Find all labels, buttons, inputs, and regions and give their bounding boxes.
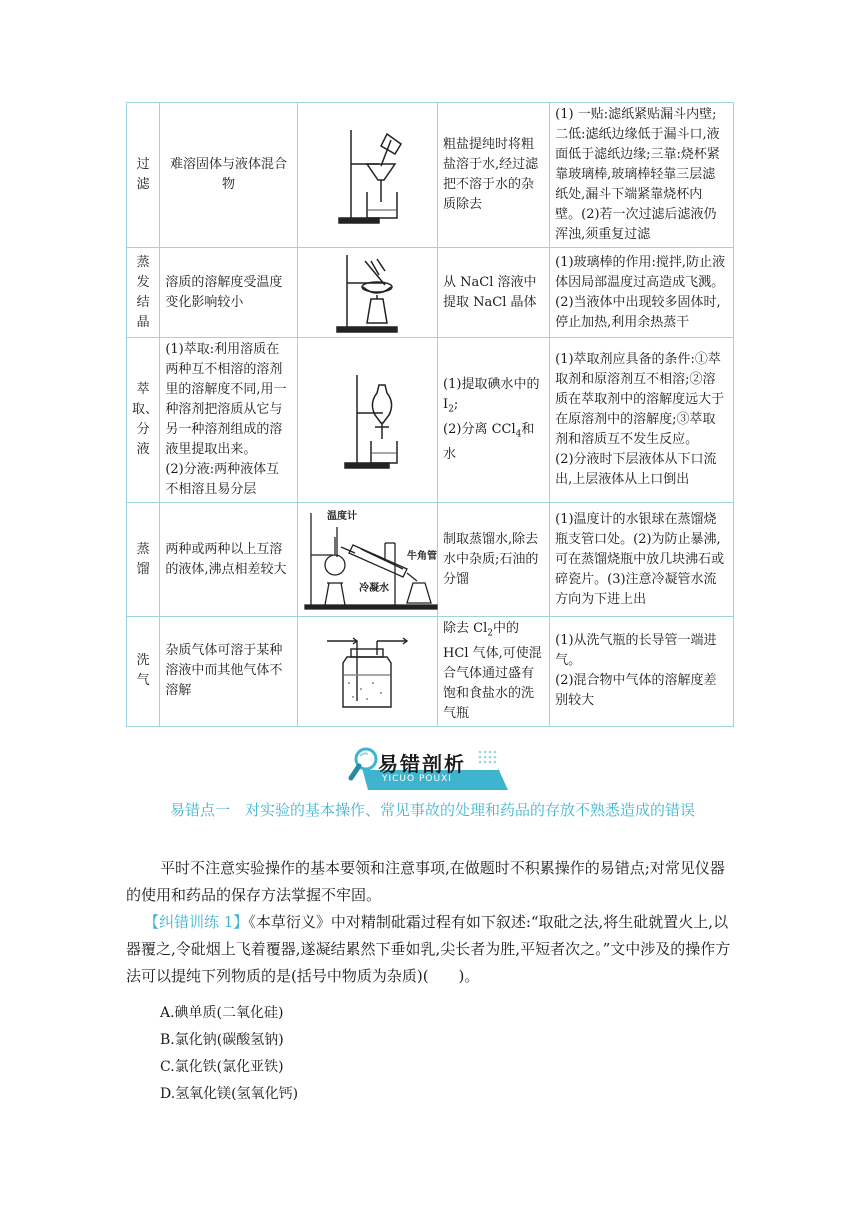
- method-name: 过滤: [127, 103, 160, 248]
- answer-option-a[interactable]: A.碘单质(二氧化硅): [160, 1005, 284, 1021]
- svg-text:冷凝水: 冷凝水: [358, 582, 389, 594]
- table-row: [127, 103, 734, 248]
- method-notes: [550, 617, 734, 727]
- method-name: 洗气: [127, 617, 160, 727]
- svg-text:温度计: 温度计: [326, 510, 357, 522]
- method-notes: [550, 338, 734, 503]
- example-line: (2)分离 CCl$_4$和水: [443, 422, 535, 462]
- section-banner: [348, 744, 516, 792]
- method-example: 制取蒸馏水,除去水中杂质;石油的分馏: [438, 503, 550, 617]
- answer-option-b[interactable]: B.氯化钠(碳酸氢钠): [160, 1032, 284, 1048]
- principle-line: (1)萃取:利用溶质在两种互不相溶的溶剂里的溶解度不同,用一种溶剂把溶质从它与另一种溶剂组成的溶液里提取出来。: [165, 342, 287, 457]
- separation-methods-table: [126, 102, 734, 727]
- distillation-apparatus-icon: [297, 503, 437, 617]
- answer-option-d[interactable]: D.氢氧化镁(氢氧化钙): [160, 1086, 299, 1102]
- method-notes: (1)温度计的水银球在蒸馏烧瓶支管口处。(2)为防止暴沸,可在蒸馏烧瓶中放几块沸石或碎瓷片。(3)注意冷凝管水流方向为下进上出: [550, 503, 734, 617]
- example-line: (1)提取碘水中的 $I_2$;: [443, 377, 540, 415]
- method-example: 粗盐提纯时将粗盐溶于水,经过滤把不溶于水的杂质除去: [438, 103, 550, 248]
- svg-text:牛角管: 牛角管: [406, 550, 437, 562]
- principle-line: (2)分液:两种液体互不相溶且易分层: [165, 462, 280, 497]
- method-notes: (1) 一贴:滤纸紧贴漏斗内壁;二低:滤纸边缘低于漏斗口,液面低于滤纸边缘;三靠:烧杯紧靠玻璃棒,玻璃棒轻靠三层滤纸处,漏斗下端紧靠烧杯内壁。(2)若一次过滤后滤液仍浑浊,须重复过滤: [550, 103, 734, 248]
- table-row: [127, 338, 734, 503]
- method-principle: 溶质的溶解度受温度变化影响较小: [160, 248, 297, 338]
- banner-title: 易错剖析: [378, 752, 466, 776]
- method-example: 除去 $Cl_2$中的 HCl 气体,可使混合气体通过盛有饱和食盐水的洗气瓶: [438, 617, 550, 727]
- method-principle: 杂质气体可溶于某种溶液中而其他气体不溶解: [160, 617, 297, 727]
- note-line: (1)玻璃棒的作用:搅拌,防止液体因局部温度过高造成飞溅。: [555, 254, 726, 290]
- method-example: 从 NaCl 溶液中提取 NaCl 晶体: [438, 248, 550, 338]
- separatory-funnel-icon: [297, 338, 437, 503]
- evaporation-apparatus-icon: [297, 248, 437, 338]
- method-name: 萃取、分液: [127, 338, 160, 503]
- note-line: (2)当液体中出现较多固体时,停止加热,利用余热蒸干: [555, 294, 721, 330]
- banner-subtitle: YICUO POUXI: [382, 774, 452, 784]
- exercise-prompt: [126, 909, 736, 990]
- table-row: [127, 617, 734, 727]
- table-row: [127, 503, 734, 617]
- method-principle: 难溶固体与液体混合物: [160, 103, 297, 248]
- note-line: (1)从洗气瓶的长导管一端进气。: [555, 633, 717, 669]
- note-line: (2)分液时下层液体从下口流出,上层液体从上口倒出: [555, 452, 717, 487]
- method-name: 蒸发结晶: [127, 248, 160, 338]
- method-principle: 两种或两种以上互溶的液体,沸点相差较大: [160, 503, 297, 617]
- exercise-label: 【纠错训练 1】: [144, 913, 249, 931]
- magnifier-icon: [348, 746, 382, 786]
- gas-washing-bottle-icon: [297, 617, 437, 727]
- filtration-apparatus-icon: [297, 103, 437, 248]
- method-example: [438, 338, 550, 503]
- method-principle: [160, 338, 297, 503]
- answer-option-c[interactable]: C.氯化铁(氯化亚铁): [160, 1059, 284, 1075]
- table-row: [127, 248, 734, 338]
- exercise-text: 《本草衍义》中对精制砒霜过程有如下叙述:“取砒之法,将生砒就置火上,以器覆之,令砒烟上飞着覆器,遂凝结累然下垂如乳,尖长者为胜,平短者次之。”文中涉及的操作方法可以提纯下列物质的是(括号中物质为杂质)( )。: [126, 913, 731, 985]
- method-notes: [550, 248, 734, 338]
- section-heading: 易错点一 对实验的基本操作、常见事故的处理和药品的存放不熟悉造成的错误: [170, 801, 696, 819]
- note-line: (2)混合物中气体的溶解度差别较大: [555, 673, 717, 709]
- method-name: 蒸馏: [127, 503, 160, 617]
- note-line: (1)萃取剂应具备的条件:①萃取剂和原溶剂互不相溶;②溶质在萃取剂中的溶解度远大于在原溶剂中的溶解度;③萃取剂和溶质互不发生反应。: [555, 352, 725, 447]
- section-intro: 平时不注意实验操作的基本要领和注意事项,在做题时不积累操作的易错点;对常见仪器的使用和药品的保存方法掌握不牢固。: [126, 859, 725, 904]
